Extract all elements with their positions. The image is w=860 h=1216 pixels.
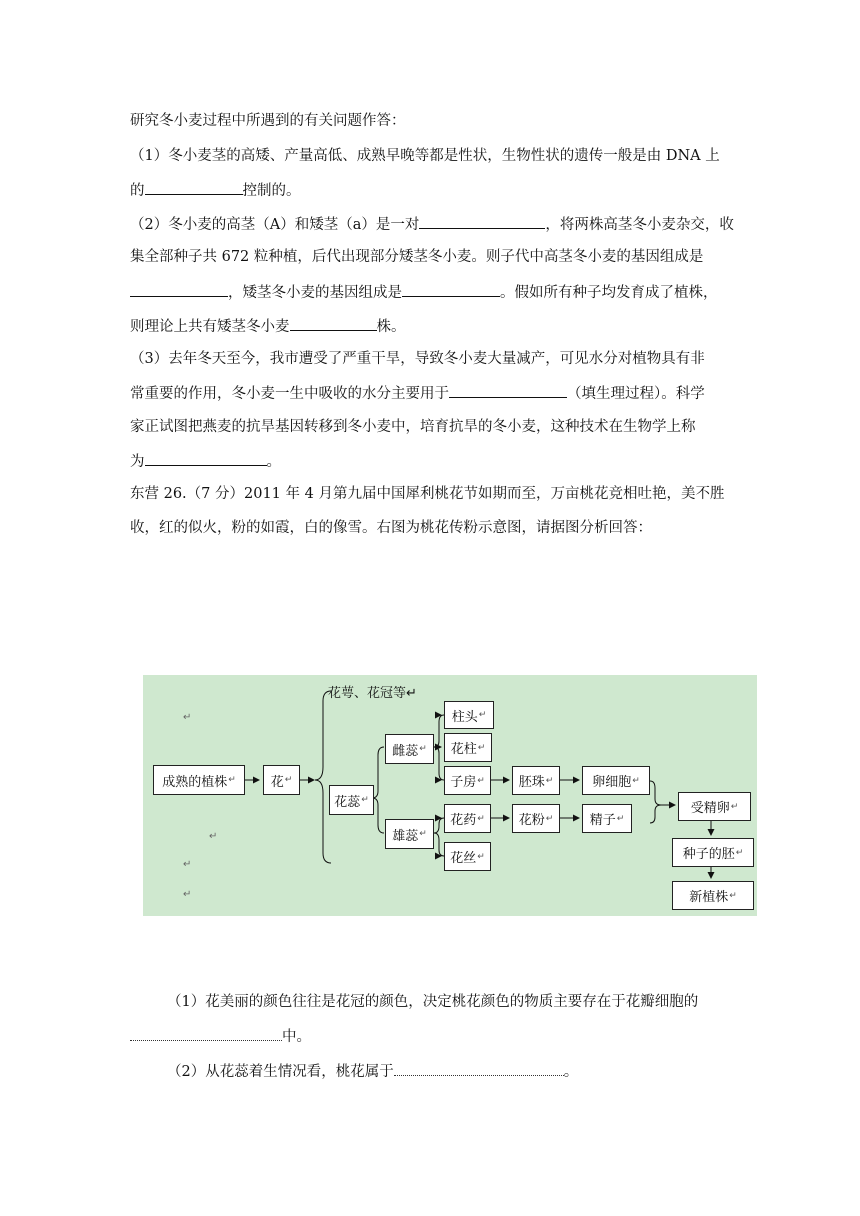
box-sperm: 精子 ↵ — [582, 804, 632, 833]
question-2-line-a: （2）冬小麦的高茎（A）和矮茎（a）是一对 ，将两株高茎冬小麦杂交，收 — [130, 214, 734, 235]
answer-blank-4[interactable] — [402, 282, 500, 297]
answer-blank-3[interactable] — [130, 282, 228, 297]
paragraph-mark: ↵ — [183, 712, 192, 723]
sepals-petals-label: 花萼、花冠等↵ — [328, 686, 417, 701]
intro-line: 研究冬小麦过程中所遇到的有关问题作答： — [130, 113, 406, 129]
paragraph-mark: ↵ — [183, 859, 192, 870]
question-2-line-c: ，矮茎冬小麦的基因组成是 。假如所有种子均发育成了植株， — [130, 282, 718, 303]
pollination-diagram — [143, 675, 757, 916]
question-3-line-b: 常重要的作用，冬小麦一生中吸收的水分主要用于 （填生理过程）。科学 — [130, 383, 705, 404]
answer-blank-9[interactable] — [394, 1061, 564, 1076]
answer-blank-1[interactable] — [145, 180, 243, 195]
box-stigma: 柱头 ↵ — [444, 701, 494, 729]
answer-blank-7[interactable] — [145, 451, 267, 466]
box-egg-cell: 卵细胞 ↵ — [582, 766, 650, 795]
paragraph-mark: ↵ — [209, 831, 218, 842]
answer-blank-5[interactable] — [290, 316, 377, 331]
box-flower: 花 ↵ — [263, 765, 300, 795]
box-pistil: 雌蕊 ↵ — [385, 734, 434, 764]
question-1-line-b: 的 控制的。 — [130, 180, 301, 201]
question-3-line-d: 为 。 — [130, 451, 281, 472]
brace-flower-parts — [315, 691, 331, 863]
question-1-line-a: （1）冬小麦茎的高矮、产量高低、成熟早晚等都是性状，生物性状的遗传一般是由 DNA 上 — [130, 148, 720, 164]
dongying-question-line-a: 东营 26.（7 分）2011 年 4 月第九届中国犀利桃花节如期而至，万亩桃花竞相吐艳，美不胜 — [130, 486, 725, 502]
part-1-line-a: （1）花美丽的颜色往往是花冠的颜色，决定桃花颜色的物质主要存在于花瓣细胞的 — [167, 994, 699, 1010]
box-stamen: 雄蕊 ↵ — [385, 819, 434, 849]
box-style: 花柱 ↵ — [444, 733, 492, 762]
answer-blank-2[interactable] — [419, 214, 545, 229]
box-filament: 花丝 ↵ — [444, 842, 491, 871]
answer-blank-6[interactable] — [449, 383, 567, 398]
box-ovary: 子房 ↵ — [444, 766, 491, 795]
paragraph-mark: ↵ — [183, 889, 192, 900]
question-2-line-d: 则理论上共有矮茎冬小麦 株。 — [130, 316, 406, 337]
part-2-line: （2）从花蕊着生情况看，桃花属于 。 — [167, 1061, 578, 1082]
brace-fertilization — [650, 781, 661, 823]
question-3-line-a: （3）去年冬天至今，我市遭受了严重干旱，导致冬小麦大量减产，可见水分对植物具有非 — [130, 351, 705, 367]
box-stamens-and-pistil: 花蕊 ↵ — [329, 785, 374, 815]
box-seed-embryo: 种子的胚 ↵ — [672, 838, 754, 867]
box-new-plant: 新植株 ↵ — [672, 881, 754, 910]
box-zygote: 受精卵 ↵ — [678, 792, 751, 821]
answer-blank-8[interactable] — [130, 1026, 282, 1041]
box-mature-plant: 成熟的植株 ↵ — [153, 765, 245, 795]
question-2-line-b: 集全部种子共 672 粒种植，后代出现部分矮茎冬小麦。则子代中高茎冬小麦的基因组成是 — [130, 249, 704, 265]
box-pollen: 花粉 ↵ — [512, 804, 560, 833]
part-1-line-b: 中。 — [130, 1026, 311, 1047]
brace-stamen-parts — [434, 818, 444, 856]
box-ovule: 胚珠 ↵ — [512, 766, 560, 795]
question-3-line-c: 家正试图把燕麦的抗旱基因转移到冬小麦中，培育抗旱的冬小麦，这种技术在生物学上称 — [130, 419, 696, 435]
dongying-question-line-b: 收，红的似火，粉的如霞，白的像雪。右图为桃花传粉示意图，请据图分析回答： — [130, 520, 652, 536]
box-anther: 花药 ↵ — [444, 804, 491, 833]
